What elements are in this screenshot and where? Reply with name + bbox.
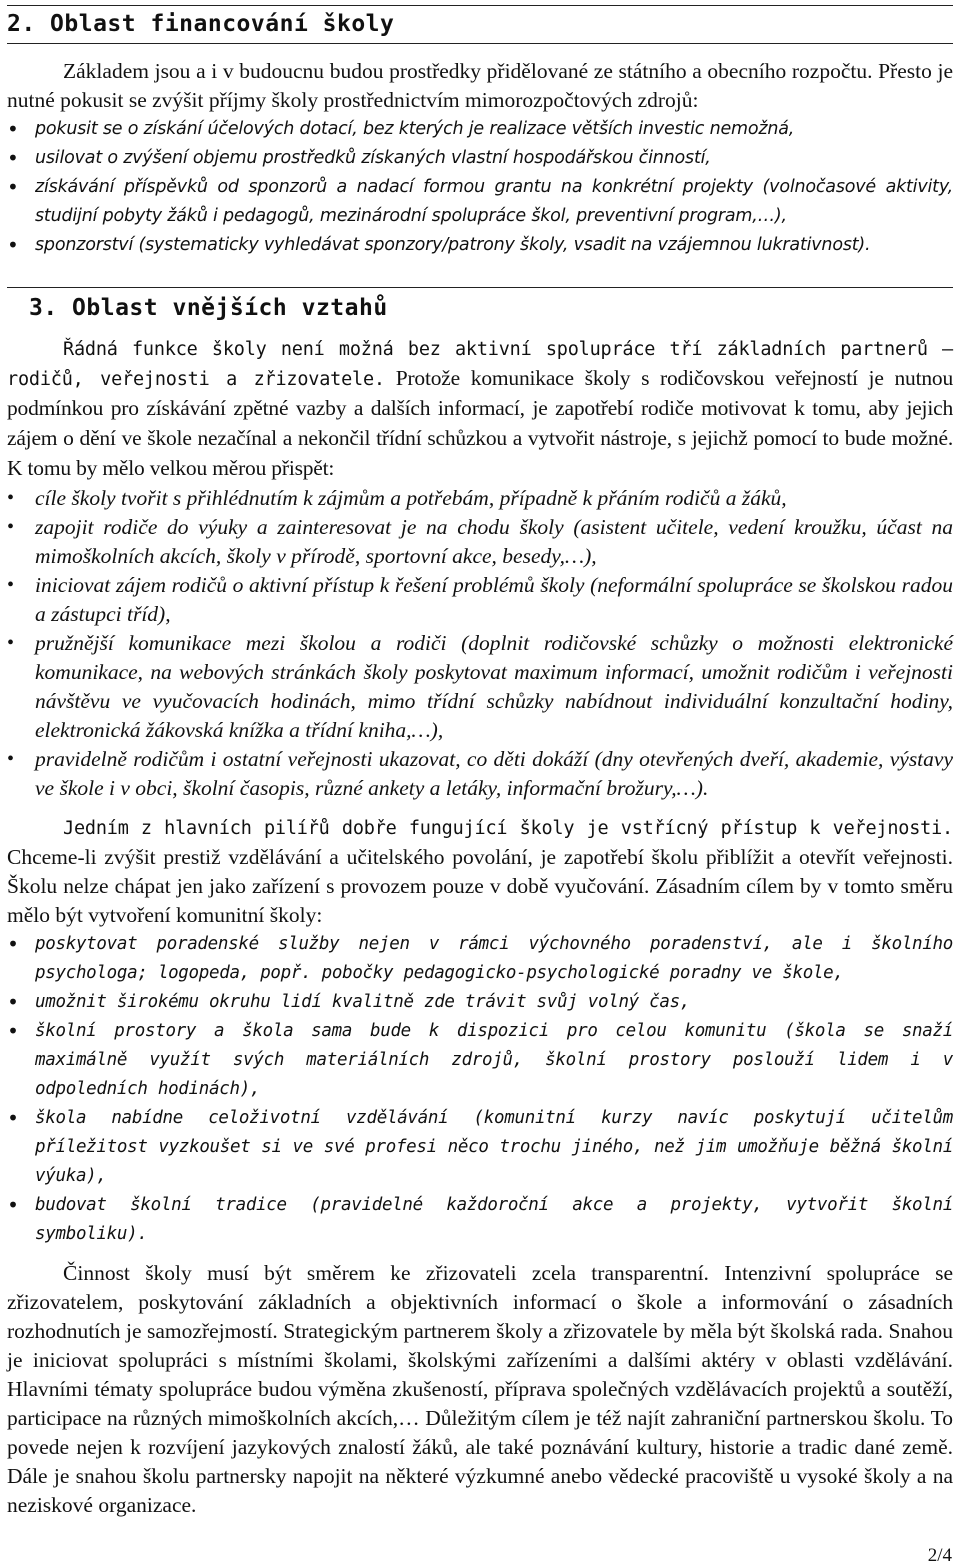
bullet-icon: •: [7, 632, 15, 654]
section-2-intro: Základem jsou a i v budoucnu budou prostředky přidělované ze státního a obecního rozpočtu. Přesto je nutné pokusit se zvýšit příjmy školy prostřednictvím mimorozpočtových zdrojů:: [7, 59, 953, 112]
bullet-icon: •: [7, 932, 19, 956]
section-3-paragraph-3: Činnost školy musí být směrem ke zřizovateli zcela transparentní. Intenzivní spolupráce se zřizovatelem, poskytování základních a objektivních informací o škole a informování o zásadních rozhodnutích je samozřejmostí. Strategickým partnerem školy a zřizovatele by měla být školská rada. Snahou je iniciovat spolupráci s místními školami, školskými zařízeními a dalšími aktéry v oblasti vzdělávání. Hlavními tématy spolupráce budou výměna zkušeností, příprava společných vzdělávacích projektů a soutěží, participace na různých mimoškolních akcích,… Důležitým cílem je též najít zahraniční partnerskou školu. To povede nejen k rozvíjení jazykových znalostí žáků, ale také poznávání kultury, historie a tradic dané země. Dále je snahou školu partnersky napojit na některé výzkumné anebo vědecké pracoviště u vysoké školy a na neziskové organizace.: [7, 1261, 953, 1517]
top-rule: [7, 5, 953, 6]
section-3-intro-lead: Řádná funkce školy není možná bez aktivní spolupráce tří základních partnerů – rodičů, veřejnosti a zřizovatele.: [7, 339, 953, 390]
list-item: • škola nabídne celoživotní vzdělávání (komunitní kurzy navíc poskytují učitelům příležitost vyzkoušet si ve své profesi něco trochu jiného, než jim umožňuje běžná školní výuka),: [7, 1106, 953, 1186]
section-3-intro-rest: Protože komunikace školy s rodičovskou veřejností je nutnou podmínkou pro získávání zpětné vazby a dalších informací, je zapotřebí rodiče motivovat k tomu, aby jejich zájem o dění ve škole nezačínal a nekončil třídní schůzkou a vytvořit nástroje, s jejichž pomocí to bude možné. K tomu by mělo velkou měrou přispět:: [7, 366, 953, 480]
section-3-community-list: [7, 930, 953, 1249]
bullet-icon: •: [7, 574, 15, 596]
paragraph-2-rest: Chceme-li zvýšit prestiž vzdělávání a učitelského povolání, je zapotřebí školu přiblížit a otevřít veřejnosti. Školu nelze chápat jen jako zařízení s provozem pouze v době vyučování. Zásadním cílem by v tomto směru mělo být vytvoření komunitní školy:: [7, 845, 953, 927]
list-item: • budovat školní tradice (pravidelné každoroční akce a projekty, vytvořit školní symboliku).: [7, 1193, 953, 1244]
list-item: • usilovat o zvýšení objemu prostředků získaných vlastní hospodářskou činností,: [7, 144, 953, 173]
list-item: • pokusit se o získání účelových dotací, bez kterých je realizace větších investic nemožná,: [7, 115, 953, 144]
section-2-bullet-list: [7, 115, 953, 260]
section-3-paragraph-2: [7, 813, 953, 930]
list-item: • poskytovat poradenské služby nejen v rámci výchovného poradenství, ale i školního psychologa; logopeda, popř. pobočky pedagogicko-psychologické poradny ve škole,: [7, 932, 953, 983]
bullet-icon: •: [7, 233, 19, 257]
section-3-intro: [7, 335, 953, 484]
bullet-icon: •: [7, 146, 19, 170]
list-item: • pravidelně rodičům i ostatní veřejnosti ukazovat, co děti dokáží (dny otevřených dveří, akademie, výstavy ve škole i v obci, školní časopis, různé ankety a letáky, informační brožury,…).: [7, 747, 953, 800]
bullet-icon: •: [7, 990, 19, 1014]
list-item: • pružnější komunikace mezi školou a rodiči (doplnit rodičovské schůzky o možnosti elektronické komunikace, na webových stránkách školy poskytovat maximum informací, umožnit rodičům i veřejnosti návštěvu ve vyučovacích hodinách, mimo třídní schůzky nabídnout individuální konzultační hodiny, elektronická žákovská knížka a třídní kniha,…),: [7, 631, 953, 742]
bullet-icon: •: [7, 1106, 19, 1130]
section-2-heading: 2. Oblast financování školy: [7, 11, 395, 37]
page-number: 2/4: [927, 1545, 952, 1566]
bullet-icon: •: [7, 175, 19, 199]
section-3-top-rule: [7, 287, 953, 288]
bullet-icon: •: [7, 117, 19, 141]
list-item: • zapojit rodiče do výuky a zainteresovat je na chodu školy (asistent učitele, vedení kroužku, účast na mimoškolních akcích, školy v přírodě, sportovní akce, besedy,…),: [7, 515, 953, 568]
bullet-icon: •: [7, 487, 15, 509]
list-item: • iniciovat zájem rodičů o aktivní přístup k řešení problémů školy (neformální spolupráce se školskou radou a zástupci tříd),: [7, 573, 953, 626]
section-3-parents-list: [7, 484, 953, 803]
document-page: [7, 0, 953, 1520]
list-item: • cíle školy tvořit s přihlédnutím k zájmům a potřebám, případně k přáním rodičů a žáků,: [7, 484, 953, 513]
bullet-icon: •: [7, 1193, 19, 1217]
section-3-heading: 3. Oblast vnějších vztahů: [29, 295, 388, 321]
bullet-icon: •: [7, 748, 15, 770]
list-item: • sponzorství (systematicky vyhledávat sponzory/patrony školy, vsadit na vzájemnou lukrativnost).: [7, 231, 953, 260]
list-item: • získávání příspěvků od sponzorů a nadací formou grantu na konkrétní projekty (volnočasové aktivity, studijní pobyty žáků i pedagogů, mezinárodní spolupráce škol, preventivní program,…),: [7, 175, 953, 226]
paragraph-2-lead: Jedním z hlavních pilířů dobře fungující školy je vstřícný přístup k veřejnosti.: [63, 818, 953, 839]
bullet-icon: •: [7, 1019, 19, 1043]
bullet-icon: •: [7, 516, 15, 538]
list-item: • školní prostory a škola sama bude k dispozici pro celou komunitu (škola se snaží maximálně využít svých materiálních zdrojů, školní prostory poslouží lidem i v odpoledních hodinách),: [7, 1019, 953, 1099]
section-2-heading-rule: [7, 43, 953, 44]
list-item: • umožnit širokému okruhu lidí kvalitně zde trávit svůj volný čas,: [7, 988, 953, 1017]
